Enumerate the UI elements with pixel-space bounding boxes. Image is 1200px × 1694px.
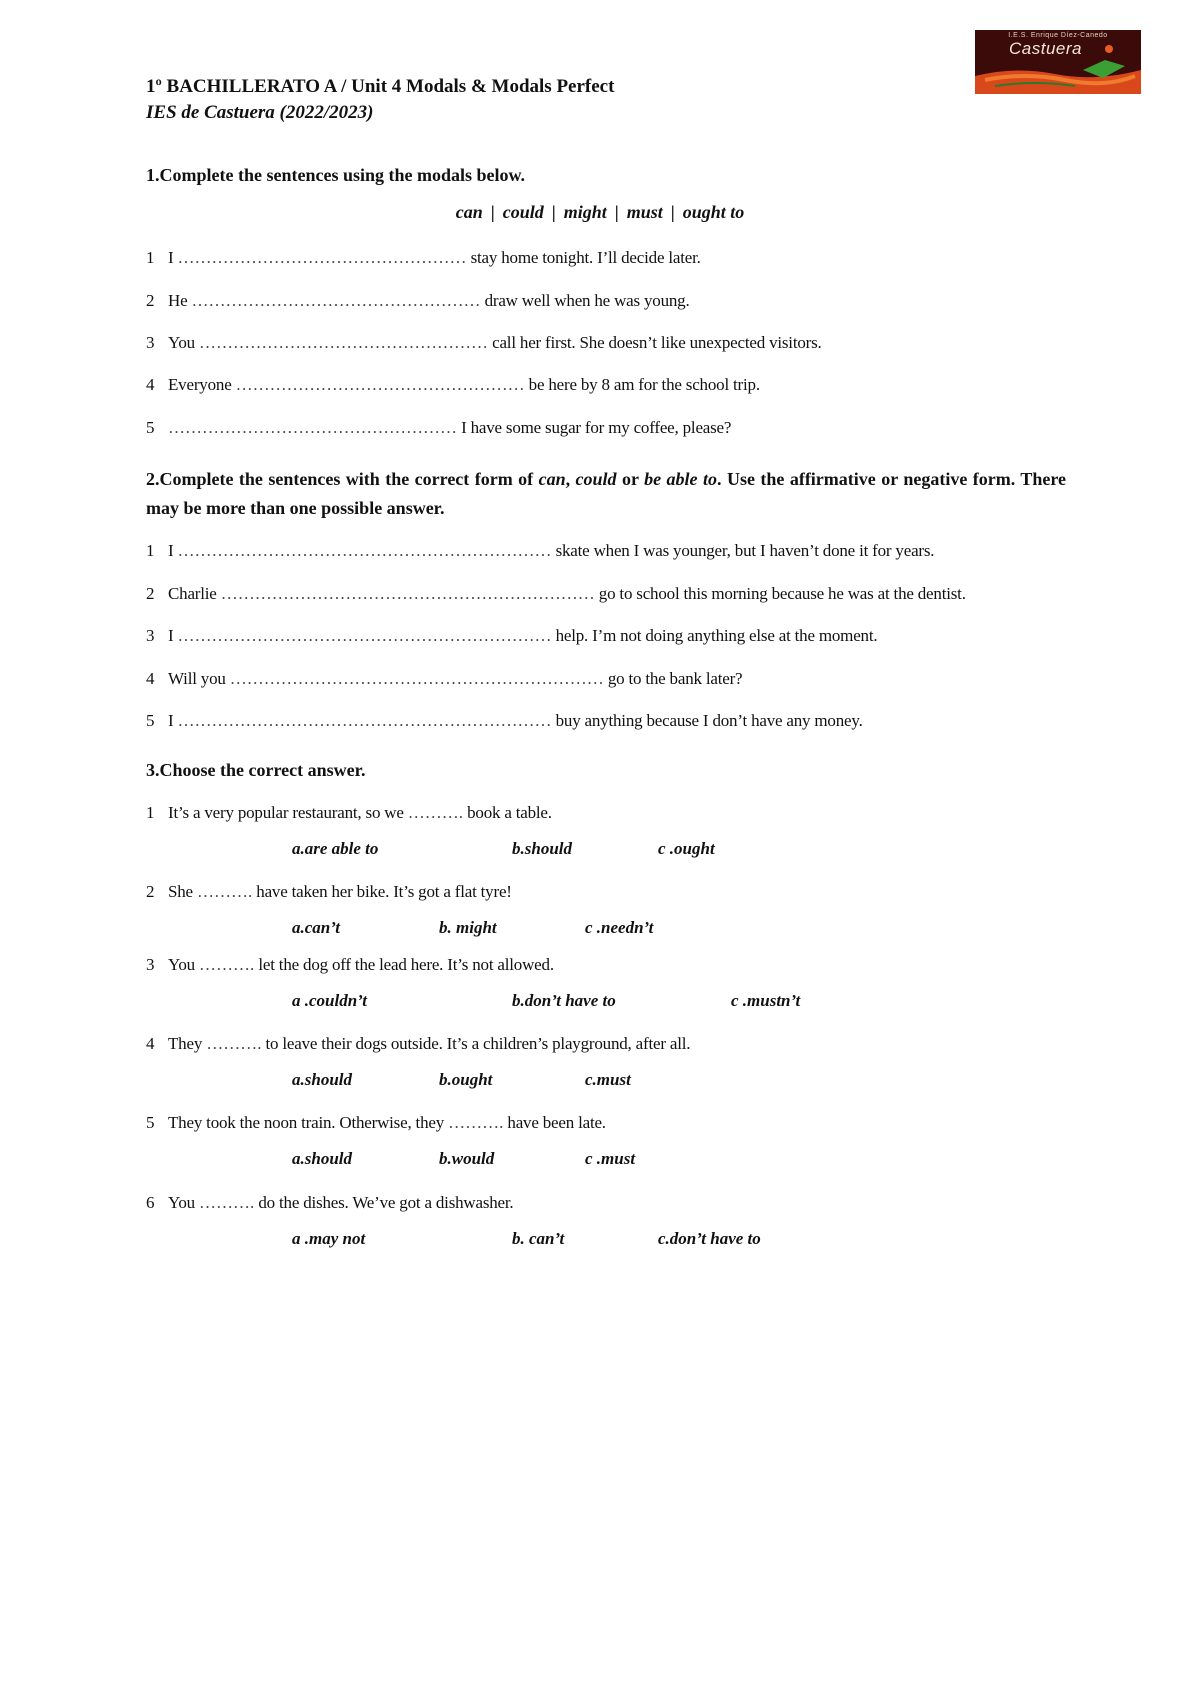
option-b[interactable]: b.don’t have to (512, 991, 616, 1010)
item-after: draw well when he was young. (484, 291, 690, 310)
s3-item-3 (146, 955, 554, 975)
item-number: 3 (146, 626, 155, 645)
item-before: I (168, 248, 174, 267)
section2-title-part: or (616, 469, 645, 489)
s3-item-5 (146, 1113, 606, 1133)
item-number: 4 (146, 375, 155, 394)
item-after: do the dishes. We’ve got a dishwasher. (258, 1193, 514, 1212)
item-before: She (168, 882, 193, 901)
option-b[interactable]: b.would (439, 1149, 495, 1168)
answer-blank[interactable]: ………………………………………………………… (177, 711, 552, 730)
item-before: They (168, 1034, 203, 1053)
item-before: You (168, 333, 195, 352)
item-number: 1 (146, 248, 155, 267)
item-before: Charlie (168, 584, 217, 603)
item-before: Everyone (168, 375, 232, 394)
s1-item-1 (146, 248, 701, 268)
item-before: It’s a very popular restaurant, so we (168, 803, 404, 822)
school-logo (975, 30, 1141, 94)
item-after: go to the bank later? (607, 669, 743, 688)
answer-blank[interactable]: …………………………………………… (191, 291, 481, 310)
item-after: be here by 8 am for the school trip. (528, 375, 760, 394)
section1-title: 1.Complete the sentences using the modals below. (146, 165, 525, 185)
word-bank-item: ought to (682, 202, 745, 222)
item-number: 2 (146, 291, 155, 310)
item-before: I (168, 626, 174, 645)
section2-title-part: 2.Complete the sentences with the correct form of (146, 469, 539, 489)
s2-item-5 (146, 711, 863, 731)
item-number: 1 (146, 803, 155, 822)
option-c[interactable]: c .ought (658, 839, 715, 858)
item-after: book a table. (467, 803, 552, 822)
s1-item-3 (146, 333, 822, 353)
answer-blank[interactable]: ………………………………………………………… (177, 541, 552, 560)
item-before: Will you (168, 669, 226, 688)
option-c[interactable]: c .needn’t (585, 918, 654, 937)
item-after: stay home tonight. I’ll decide later. (470, 248, 701, 267)
word-bank: can | could | might | must | ought to (455, 202, 745, 222)
item-number: 6 (146, 1193, 155, 1212)
s1-item-2 (146, 291, 690, 311)
answer-blank[interactable]: ………. (199, 955, 255, 974)
item-after: to leave their dogs outside. It’s a children’s playground, after all. (265, 1034, 691, 1053)
word-bank-item: might (563, 202, 607, 222)
option-c[interactable]: c .must (585, 1149, 636, 1168)
item-number: 1 (146, 541, 155, 560)
section3-title: 3.Choose the correct answer. (146, 760, 366, 780)
option-a[interactable]: a.should (292, 1070, 352, 1089)
s2-item-2 (146, 584, 966, 604)
answer-blank[interactable]: ………………………………………………………… (220, 584, 595, 603)
s2-item-4 (146, 669, 742, 689)
answer-blank[interactable]: ………………………………………………………… (177, 626, 552, 645)
s3-item-2 (146, 882, 512, 902)
answer-blank[interactable]: ………. (206, 1034, 262, 1053)
answer-blank[interactable]: ………. (196, 882, 253, 901)
item-after: skate when I was younger, but I haven’t done it for years. (555, 541, 935, 560)
item-number: 4 (146, 1034, 155, 1053)
page-title: 1º BACHILLERATO A / Unit 4 Modals & Modals Perfect (146, 76, 615, 97)
item-before: You (168, 1193, 195, 1212)
item-before: They took the noon train. Otherwise, they (168, 1113, 445, 1132)
answer-blank[interactable]: ………………………………………………………… (229, 669, 604, 688)
answer-blank[interactable]: …………………………………………… (199, 333, 489, 352)
section2-title-can: can (538, 469, 566, 489)
section2-title (146, 465, 1066, 523)
item-number: 5 (146, 711, 155, 730)
item-number: 2 (146, 882, 155, 901)
item-after: I have some sugar for my coffee, please? (461, 418, 732, 437)
answer-blank[interactable]: …………………………………………… (168, 418, 457, 437)
item-number: 3 (146, 955, 155, 974)
option-c[interactable]: c .mustn’t (731, 991, 801, 1010)
logo-name: Castuera (1009, 39, 1082, 58)
answer-blank[interactable]: ………. (448, 1113, 504, 1132)
s3-item-1 (146, 803, 552, 823)
logo-small-text: I.E.S. Enrique Díez-Canedo (1008, 32, 1108, 39)
item-before: He (168, 291, 188, 310)
answer-blank[interactable]: …………………………………………… (177, 248, 467, 267)
s3-item-4 (146, 1034, 690, 1054)
answer-blank[interactable]: ………. (199, 1193, 255, 1212)
option-a[interactable]: a.are able to (292, 839, 379, 858)
s2-item-3 (146, 626, 877, 646)
option-a[interactable]: a .may not (292, 1229, 366, 1248)
item-before: I (168, 541, 174, 560)
item-number: 4 (146, 669, 155, 688)
item-after: go to school this morning because he was at the dentist. (598, 584, 966, 603)
section2-title-part: , (565, 469, 576, 489)
s1-item-5 (146, 418, 731, 438)
option-a[interactable]: a.should (292, 1149, 352, 1168)
option-c[interactable]: c.must (585, 1070, 631, 1089)
item-number: 5 (146, 1113, 155, 1132)
answer-blank[interactable]: ………. (407, 803, 464, 822)
item-number: 2 (146, 584, 155, 603)
s2-item-1 (146, 541, 934, 561)
section2-title-part: . Use the affirmative or negative form. There may be more than one possible answer. (146, 469, 1067, 518)
item-before: I (168, 711, 174, 730)
page-subtitle: IES de Castuera (2022/2023) (146, 102, 374, 123)
option-b[interactable]: b.ought (439, 1070, 493, 1089)
item-after: let the dog off the lead here. It’s not allowed. (258, 955, 554, 974)
option-b[interactable]: b. might (439, 918, 497, 937)
answer-blank[interactable]: …………………………………………… (235, 375, 525, 394)
item-number: 5 (146, 418, 155, 437)
item-before: You (168, 955, 195, 974)
word-bank-item: can (455, 202, 483, 222)
option-b[interactable]: b. can’t (512, 1229, 565, 1248)
item-number: 3 (146, 333, 155, 352)
logo-dot (1105, 45, 1113, 53)
word-bank-item: could (502, 202, 544, 222)
option-a[interactable]: a .couldn’t (292, 991, 367, 1010)
s3-item-6 (146, 1193, 513, 1213)
item-after: help. I’m not doing anything else at the moment. (555, 626, 878, 645)
item-after: call her first. She doesn’t like unexpected visitors. (492, 333, 822, 352)
item-after: have been late. (507, 1113, 606, 1132)
item-after: buy anything because I don’t have any money. (555, 711, 863, 730)
word-bank-item: must (626, 202, 663, 222)
option-c[interactable]: c.don’t have to (658, 1229, 761, 1248)
option-a[interactable]: a.can’t (292, 918, 341, 937)
section2-title-be-able-to: be able to (644, 469, 717, 489)
item-after: have taken her bike. It’s got a flat tyre! (256, 882, 512, 901)
section2-title-could: could (575, 469, 617, 489)
option-b[interactable]: b.should (512, 839, 572, 858)
s1-item-4 (146, 375, 760, 395)
